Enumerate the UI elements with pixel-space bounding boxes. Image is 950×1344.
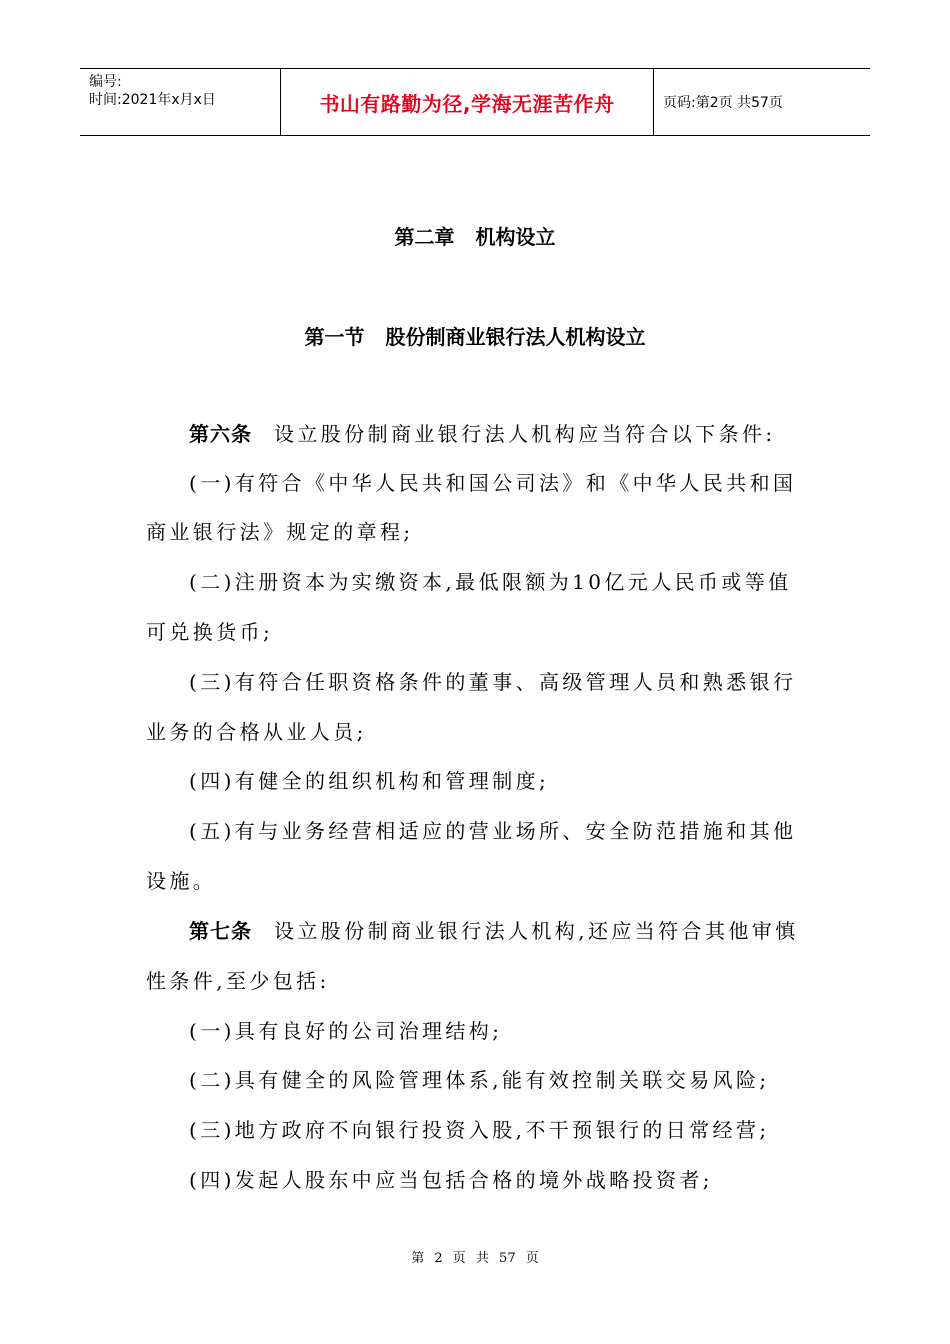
article7-item3: (三)地方政府不向银行投资入股,不干预银行的日常经营; [189, 1118, 770, 1142]
page-header [80, 68, 870, 136]
article6-head: 第六条 [189, 422, 252, 446]
article6-item5-line1: (五)有与业务经营相适应的营业场所、安全防范措施和其他 [189, 819, 797, 843]
chapter-title: 第二章 机构设立 [394, 225, 556, 249]
section-title: 第一节 股份制商业银行法人机构设立 [304, 325, 646, 349]
header-motto: 书山有路勤为径,学海无涯苦作舟 [281, 69, 654, 135]
article6-intro-line [189, 421, 776, 447]
article7-head: 第七条 [189, 919, 252, 943]
article7-item1: (一)具有良好的公司治理结构; [189, 1019, 503, 1043]
document-time-label: 时间:2021年x月x日 [89, 92, 216, 108]
article7-item2: (二)具有健全的风险管理体系,能有效控制关联交易风险; [189, 1068, 770, 1092]
article6-intro: 设立股份制商业银行法人机构应当符合以下条件: [274, 422, 776, 446]
article6-item5-line2: 设施。 [146, 869, 217, 893]
article6-item3-line2: 业务的合格从业人员; [146, 720, 367, 744]
header-page-info: 页码:第2页 共57页 [663, 95, 783, 111]
article6-item4: (四)有健全的组织机构和管理制度; [189, 769, 550, 793]
article7-intro-line [189, 918, 799, 944]
document-number-label: 编号: [89, 74, 122, 90]
article6-item3-line1: (三)有符合任职资格条件的董事、高级管理人员和熟悉银行 [189, 670, 797, 694]
article7-intro-line1: 设立股份制商业银行法人机构,还应当符合其他审慎 [274, 919, 799, 943]
page-footer: 第 2 页 共 57 页 [411, 1251, 539, 1266]
article6-item2-line1: (二)注册资本为实缴资本,最低限额为10亿元人民币或等值 [189, 570, 792, 594]
article7-intro-line2: 性条件,至少包括: [146, 969, 330, 993]
article6-item1-line2: 商业银行法》规定的章程; [146, 520, 414, 544]
article6-item1-line1: (一)有符合《中华人民共和国公司法》和《中华人民共和国 [189, 471, 797, 495]
article7-item4: (四)发起人股东中应当包括合格的境外战略投资者; [189, 1168, 713, 1192]
article6-item2-line2: 可兑换货币; [146, 620, 274, 644]
header-meta-cell [80, 69, 281, 135]
